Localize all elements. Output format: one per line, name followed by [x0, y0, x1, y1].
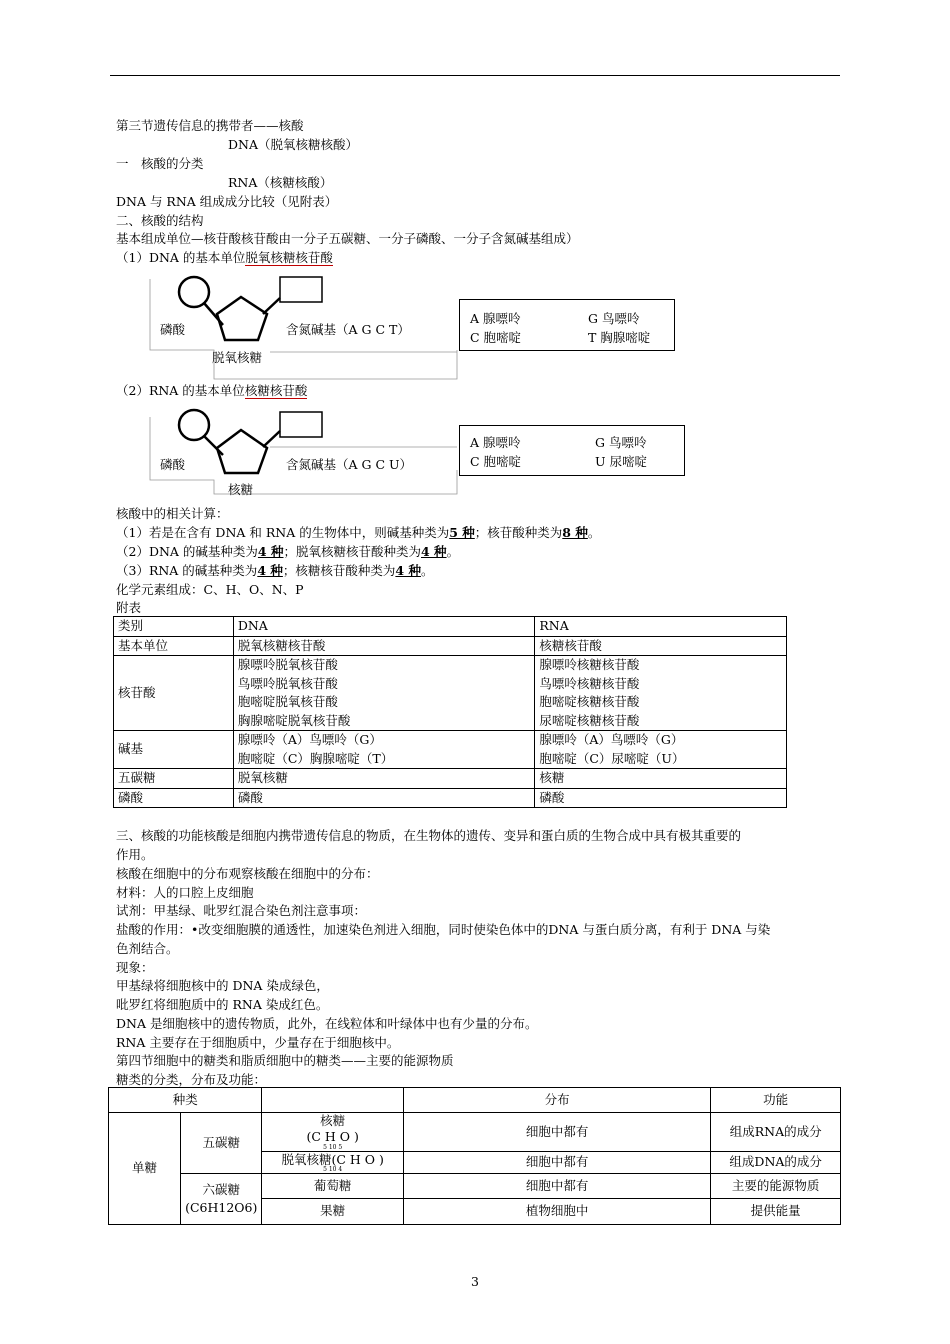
cell-rna: [535, 731, 787, 769]
dna-sugar-label: 脱氧核糖: [212, 350, 263, 365]
calc1-text-a: （1）若是在含有 DNA 和 RNA 的生物体中，则碱基种类为: [116, 525, 450, 540]
dna-base-label: 含氮碱基（A G C T）: [286, 322, 410, 337]
base-cytosine: C 胞嘧啶: [470, 454, 522, 469]
table-row: [114, 636, 787, 656]
base-thymine: T 胸腺嘧啶: [588, 330, 651, 345]
list-item: 胞嘧啶脱氧核苷酸: [237, 694, 338, 709]
section3-title: 第三节遗传信息的携带者——核酸: [116, 118, 304, 133]
list-item: 腺嘌呤（A）鸟嘌呤（G）: [237, 732, 382, 747]
cell-dna: 脱氧核糖核苷酸: [233, 636, 535, 656]
calc-line-1: [116, 523, 600, 542]
calc1-text-b: ；核苷酸种类为: [474, 525, 563, 540]
calc3-value-2: 4 种: [395, 563, 421, 578]
phenomenon-label: 现象：: [116, 960, 154, 975]
sugar-pentagon: [217, 297, 267, 340]
table-row: [114, 788, 787, 808]
rna-phosphate-label: 磷酸: [160, 457, 186, 472]
page-number: 3: [471, 1274, 479, 1289]
cell-distribution: 细胞中都有: [403, 1174, 710, 1199]
rna-sugar-label: 核糖: [228, 482, 254, 497]
header-category: 类别: [114, 617, 234, 637]
header-rna: RNA: [535, 617, 787, 637]
cell-function: 提供能量: [711, 1199, 841, 1225]
deoxyribose-name: 脱氧核糖(C H O ): [281, 1151, 384, 1167]
base-guanine: G 鸟嘌呤: [595, 435, 647, 450]
table-row: [114, 656, 787, 731]
dna-unit-name: 脱氧核糖核苷酸: [245, 250, 333, 265]
distribution-line: 核酸在细胞中的分布观察核酸在细胞中的分布：: [116, 866, 379, 881]
list-item: 胞嘧啶（C）尿嘧啶（U）: [539, 750, 685, 766]
rna-full-name: RNA（核糖核酸）: [228, 175, 333, 190]
green-stain-line: 甲基绿将细胞核中的 DNA 染成绿色，: [116, 978, 329, 993]
list-item: 腺嘌呤脱氧核苷酸: [237, 657, 338, 672]
cell-rna: 磷酸: [535, 788, 787, 808]
cell-function: 组成RNA的成分: [711, 1113, 841, 1152]
header-dna: DNA: [233, 617, 535, 637]
dna-phosphate-label: 磷酸: [160, 322, 186, 337]
dna-full-name: DNA（脱氧核糖核酸）: [228, 137, 358, 152]
list-item: 腺嘌呤（A）鸟嘌呤（G）: [539, 732, 684, 747]
calc-line-3: [116, 561, 433, 580]
rna-location-line: RNA 主要存在于细胞质中，少量存在于细胞核中。: [116, 1035, 400, 1050]
phosphate-circle: [179, 277, 209, 307]
calc2-text-b: ；脱氧核糖核苷酸种类为: [283, 544, 421, 559]
calc2-value-2: 4 种: [421, 544, 447, 559]
rna-nucleotide-diagram: [145, 405, 465, 495]
function-line-2: 作用。: [116, 847, 154, 862]
deoxyribose-cell: [262, 1152, 404, 1174]
reagent-line: 试剂：甲基绿、吡罗红混合染色剂注意事项：: [116, 903, 367, 918]
cell-function: 主要的能源物质: [711, 1174, 841, 1199]
calc2-value-1: 4 种: [257, 544, 284, 559]
table-row: [109, 1113, 841, 1152]
section4-title: 第四节细胞中的糖类和脂质细胞中的糖类——主要的能源物质: [116, 1053, 454, 1068]
cell-label: 磷酸: [114, 788, 234, 808]
table-row: [114, 617, 787, 637]
glucose-cell: 葡萄糖: [262, 1174, 404, 1199]
list-item: 胞嘧啶核糖核苷酸: [539, 694, 640, 709]
base-uracil: U 尿嘧啶: [595, 454, 648, 469]
hcl-line-2: 色剂结合。: [116, 941, 179, 956]
cell-dna: 脱氧核糖: [233, 769, 535, 789]
deoxyribose-subscripts: 5 10 4: [323, 1165, 343, 1173]
list-item: 鸟嘌呤核糖核苷酸: [539, 675, 640, 691]
ribose-subscripts: 5 10 5: [323, 1144, 343, 1151]
header-rule: [110, 75, 840, 76]
header-distribution: 分布: [403, 1088, 710, 1113]
dna-unit-line: [116, 248, 333, 267]
header-function: 功能: [711, 1088, 841, 1113]
sugar-intro: 糖类的分类，分布及功能：: [116, 1072, 267, 1087]
cell-label: 碱基: [114, 731, 234, 769]
classify-title: 一 核酸的分类: [116, 156, 204, 171]
elements-text: 化学元素组成：C、H、O、N、P: [116, 582, 304, 597]
hexose-label: 六碳糖: [202, 1181, 240, 1197]
hexose-cell: [181, 1174, 262, 1225]
calc3-text-a: （3）RNA 的碱基种类为: [116, 563, 258, 578]
calc-title: 核酸中的相关计算：: [116, 506, 229, 521]
cell-dna: [233, 731, 535, 769]
table-row: [114, 731, 787, 769]
ribose-name: 核糖: [320, 1113, 346, 1128]
calc2-text-c: 。: [446, 544, 460, 559]
calc1-value-1: 5 种: [449, 525, 475, 540]
function-line-1: 三、核酸的功能核酸是细胞内携带遗传信息的物质，在生物体的遗传、变异和蛋白质的生物合成中具有极其重要的: [116, 828, 742, 843]
red-stain-line: 吡罗红将细胞质中的 RNA 染成红色。: [116, 997, 329, 1012]
table-row: [109, 1088, 841, 1113]
cell-label: 基本单位: [114, 636, 234, 656]
calc1-text-c: 。: [587, 525, 601, 540]
cell-dna: 磷酸: [233, 788, 535, 808]
cell-label: 五碳糖: [114, 769, 234, 789]
list-item: 鸟嘌呤脱氧核苷酸: [237, 675, 338, 691]
list-item: 尿嘧啶核糖核苷酸: [539, 712, 640, 728]
hcl-line-1: 盐酸的作用：•改变细胞膜的通透性，加速染色剂进入细胞，同时使染色体中的DNA 与蛋白质分离，有利于 DNA 与染: [116, 922, 771, 937]
list-item: 腺嘌呤核糖核苷酸: [539, 657, 640, 672]
rna-unit-prefix: （2）RNA 的基本单位: [116, 383, 245, 398]
compare-text: DNA 与 RNA 组成成分比较（见附表）: [116, 194, 338, 209]
sugar-table: [108, 1087, 841, 1225]
rna-base-label: 含氮碱基（A G C U）: [286, 457, 413, 472]
base-box: [280, 277, 322, 302]
pentose-label: 五碳糖: [181, 1113, 262, 1174]
cell-distribution: 植物细胞中: [403, 1199, 710, 1225]
base-box: [280, 412, 322, 437]
monosaccharide-label: 单糖: [109, 1113, 181, 1225]
list-item: 胸腺嘧啶脱氧核苷酸: [237, 712, 351, 728]
calc3-value-1: 4 种: [257, 563, 283, 578]
dna-location-line: DNA 是细胞核中的遗传物质，此外，在线粒体和叶绿体中也有少量的分布。: [116, 1016, 538, 1031]
cell-dna: [233, 656, 535, 731]
base-cytosine: C 胞嘧啶: [470, 330, 522, 345]
base-adenine: A 腺嘌呤: [470, 435, 521, 450]
dna-rna-comparison-table: [113, 616, 787, 808]
cell-rna: [535, 656, 787, 731]
cell-label: 核苷酸: [114, 656, 234, 731]
rna-unit-name: 核糖核苷酸: [244, 383, 308, 398]
table-row: [114, 769, 787, 789]
calc2-text-a: （2）DNA 的碱基种类为: [116, 544, 258, 559]
header-blank: [262, 1088, 404, 1113]
hexose-formula: (C6H12O6): [185, 1200, 258, 1215]
cell-rna: 核糖核苷酸: [535, 636, 787, 656]
calc3-text-c: 。: [420, 563, 434, 578]
appendix-label: 附表: [116, 600, 142, 615]
structure-title: 二、核酸的结构: [116, 213, 204, 228]
cell-distribution: 细胞中都有: [403, 1113, 710, 1152]
dna-unit-prefix: （1）DNA 的基本单位: [116, 250, 246, 265]
base-adenine: A 腺嘌呤: [470, 311, 521, 326]
list-item: 胞嘧啶（C）胸腺嘧啶（T）: [237, 750, 394, 766]
header-type: 种类: [109, 1088, 262, 1113]
material-line: 材料：人的口腔上皮细胞: [116, 885, 254, 900]
sugar-pentagon: [217, 430, 267, 473]
cell-distribution: 细胞中都有: [403, 1152, 710, 1174]
table-row: [109, 1174, 841, 1199]
ribose-formula: (C H O ): [306, 1129, 359, 1144]
calc3-text-b: ；核糖核苷酸种类为: [282, 563, 396, 578]
calc-line-2: [116, 542, 459, 561]
base-guanine: G 鸟嘌呤: [588, 311, 640, 326]
calc1-value-2: 8 种: [562, 525, 588, 540]
basic-unit-text: 基本组成单位—核苷酸核苷酸由一分子五碳糖、一分子磷酸、一分子含氮碱基组成）: [116, 231, 579, 246]
fructose-cell: 果糖: [262, 1199, 404, 1225]
cell-rna: 核糖: [535, 769, 787, 789]
cell-function: 组成DNA的成分: [711, 1152, 841, 1174]
ribose-cell: [262, 1113, 404, 1152]
rna-unit-line: [116, 381, 307, 400]
